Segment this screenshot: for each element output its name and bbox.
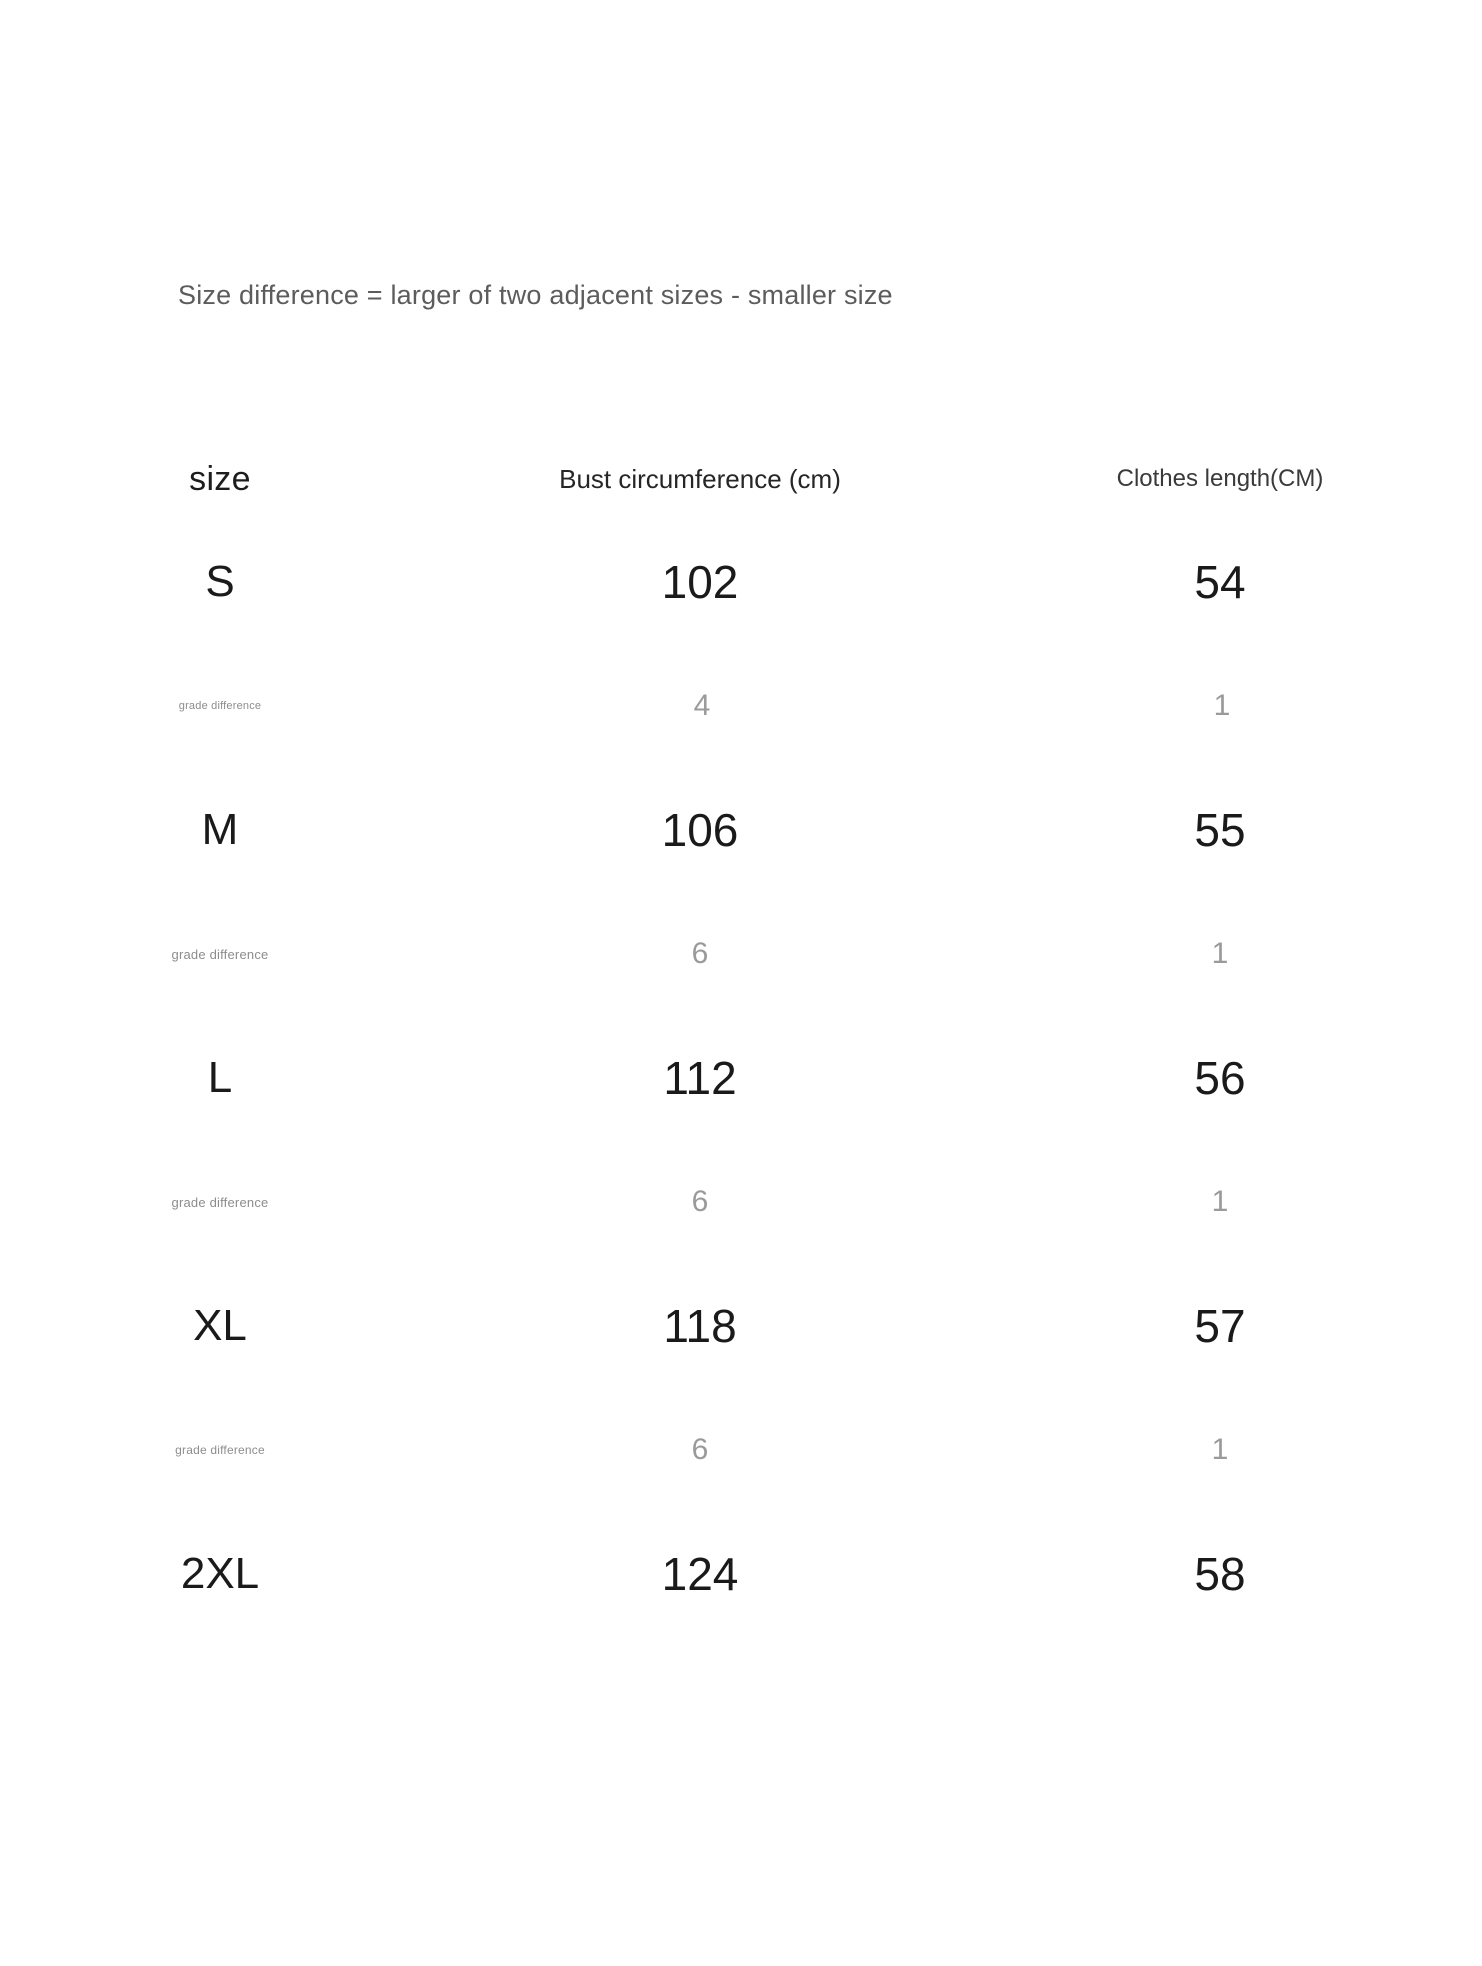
cell-length-difference: 1 (1211, 1185, 1229, 1218)
cell-size: XL (193, 1301, 247, 1350)
cell-bust: 124 (661, 1548, 739, 1600)
cell-length: 57 (1194, 1300, 1246, 1352)
cell-bust-difference: 6 (691, 1185, 709, 1218)
table-row (0, 1510, 1482, 1638)
cell-size: L (207, 1053, 233, 1102)
cell-size: S (205, 557, 235, 606)
column-header-length: Clothes length(CM) (1116, 465, 1324, 492)
table-row (0, 518, 1482, 646)
table-header-row (0, 440, 1482, 518)
cell-length-difference: 1 (1211, 1433, 1229, 1466)
column-header-size: size (189, 459, 251, 498)
cell-length-difference: 1 (1211, 937, 1229, 970)
cell-bust-difference: 4 (693, 689, 711, 722)
size-difference-note: Size difference = larger of two adjacent sizes - smaller size (178, 280, 893, 310)
cell-size: M (201, 805, 239, 854)
cell-difference-label: grade difference (175, 1443, 265, 1457)
cell-bust-difference: 6 (691, 1433, 709, 1466)
cell-difference-label: grade difference (171, 1194, 269, 1210)
cell-bust-difference: 6 (691, 937, 709, 970)
column-header-bust: Bust circumference (cm) (559, 463, 841, 494)
table-row (0, 1014, 1482, 1142)
cell-length: 55 (1194, 804, 1246, 856)
cell-length: 56 (1194, 1052, 1246, 1104)
size-chart-table (0, 440, 1482, 1638)
cell-size: 2XL (180, 1549, 260, 1598)
table-row-difference (0, 894, 1482, 1014)
table-row-difference (0, 646, 1482, 766)
cell-length-difference: 1 (1213, 689, 1231, 722)
cell-bust: 102 (661, 556, 739, 608)
cell-difference-label: grade difference (178, 700, 262, 712)
cell-length: 58 (1194, 1548, 1246, 1600)
table-row (0, 1262, 1482, 1390)
table-row (0, 766, 1482, 894)
table-row-difference (0, 1390, 1482, 1510)
cell-difference-label: grade difference (171, 946, 269, 962)
table-row-difference (0, 1142, 1482, 1262)
cell-bust: 118 (663, 1300, 737, 1352)
cell-length: 54 (1194, 556, 1246, 608)
cell-bust: 106 (661, 804, 739, 856)
cell-bust: 112 (663, 1052, 737, 1104)
